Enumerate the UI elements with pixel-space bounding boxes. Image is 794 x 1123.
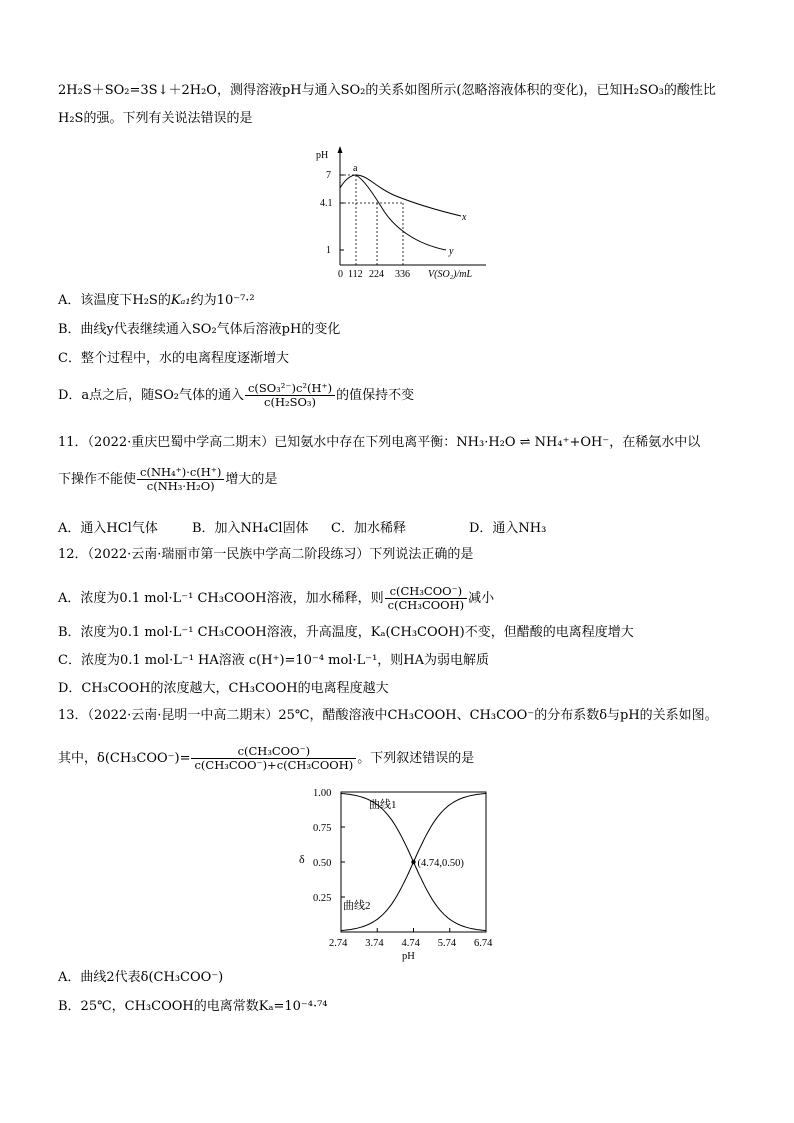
q13-option-a: A．曲线2代表δ(CH₃COO⁻) (58, 970, 224, 985)
q11-option-a: A．通入HCl气体 (58, 521, 158, 536)
curve-y-label: y (449, 246, 454, 257)
q11-option-b: B．加入NH₄Cl固体 (192, 521, 309, 536)
q11-line2: 下操作不能使 $\frac{\text{c(NH₄⁺)·c(H⁺)}}{\text{c(NH₃·H₂O)}}$ 增大的是 (58, 465, 278, 493)
intersection-point (411, 860, 415, 864)
chart1-ytick: 4.1 (320, 198, 333, 209)
q10-equation: 2H₂S＋SO₂=3S↓＋2H₂O， (58, 83, 230, 98)
q13-line2: 其中，δ(CH₃COO⁻)= $\frac{\text{c(CH₃COO⁻)}}{\text{c(CH₃COO⁻)+c(CH₃COOH)}}$ 。下列叙述错误的是 (58, 744, 475, 772)
q12-option-a: A．浓度为0.1 mol·L⁻¹ CH₃COOH溶液，加水稀释，则 $\frac{\text{c(CH₃COO⁻)}}{\text{c(CH₃COOH)}}$ 减小 (58, 584, 495, 612)
q10-option-d: D．a点之后，随SO₂气体的通入 $\frac{\text{c(SO₃²⁻)c²(H⁺)}}{\text{c(H₂SO₃)}}$ 的值保持不变 (58, 381, 415, 409)
q10-option-a: A．该温度下H₂S的Kₐ₁约为10⁻⁷·² (58, 293, 255, 308)
y-tick-label: 0.50 (313, 858, 332, 869)
chart2-ylabel: δ (299, 852, 305, 866)
q12-line1: 12．（2022·云南·瑞丽市第一民族中学高二阶段练习）下列说法正确的是 (58, 547, 474, 562)
curve-y (356, 175, 446, 250)
series-label-curve1: 曲线1 (369, 799, 397, 811)
q13-fraction: $\frac{\text{c(CH₃COO⁻)}}{\text{c(CH₃COO⁻)+c(CH₃COOH)}}$ (191, 745, 356, 772)
q12-option-b: B．浓度为0.1 mol·L⁻¹ CH₃COOH溶液，升高温度，Kₐ(CH₃COOH)不变，但醋酸的电离程度增大 (58, 625, 634, 640)
chart1-ytick: 1 (326, 245, 331, 256)
x-tick-label: 2.74 (329, 938, 348, 949)
annotation-label: (4.74,0.50) (417, 858, 464, 869)
chart1-xtick: 112 (348, 269, 363, 280)
y-tick-label: 0.75 (313, 823, 332, 834)
point-a-label: a (353, 163, 358, 174)
q12-fraction: $\frac{\text{c(CH₃COO⁻)}}{\text{c(CH₃COOH)}}$ (385, 585, 468, 612)
chart1-xtick: 336 (395, 269, 410, 280)
chart2-xlabel: pH (402, 951, 415, 962)
q11-line1: 11．（2022·重庆巴蜀中学高二期末）已知氨水中存在下列电离平衡：NH₃·H₂O ⇌ NH₄⁺+OH⁻，在稀氨水中以 (58, 435, 701, 450)
q10-option-c: C．整个过程中，水的电离程度逐渐增大 (58, 351, 289, 366)
q12-option-d: D．CH₃COOH的浓度越大，CH₃COOH的电离程度越大 (58, 681, 389, 696)
q10-fraction: $\frac{\text{c(SO₃²⁻)c²(H⁺)}}{\text{c(H₂SO₃)}}$ (245, 382, 335, 409)
y-tick-label: 0.25 (313, 893, 332, 904)
q11-fraction: $\frac{\text{c(NH₄⁺)·c(H⁺)}}{\text{c(NH₃·H₂O)}}$ (137, 466, 224, 493)
chart1-ytick: 7 (326, 170, 331, 181)
q10-line1: 2H₂S＋SO₂=3S↓＋2H₂O，测得溶液pH与通入SO₂的关系如图所示(忽略溶液体积的变化)，已知H₂SO₃的酸性比 (58, 83, 716, 98)
q10-line2: H₂S的强。下列有关说法错误的是 (58, 111, 253, 126)
distribution-coefficient-chart (296, 782, 506, 962)
x-tick-label: 3.74 (365, 938, 384, 949)
q11-option-d: D．通入NH₃ (469, 521, 547, 536)
q13-line1: 13．（2022·云南·昆明一中高二期末）25℃，醋酸溶液中CH₃COOH、CH₃COO⁻的分布系数δ与pH的关系如图。 (58, 708, 718, 723)
y-tick-label: 1.00 (313, 788, 332, 799)
ph-so2-chart (306, 140, 496, 280)
x-tick-label: 5.74 (437, 938, 457, 949)
curve-x (340, 175, 461, 216)
chart1-xtick: 224 (369, 269, 384, 280)
chart1-xlabel: V(SO₂)/mL (428, 269, 473, 280)
q13-option-b: B．25℃，CH₃COOH的电离常数Kₐ=10⁻⁴·⁷⁴ (58, 999, 328, 1014)
x-tick-label: 6.74 (474, 938, 493, 949)
q12-option-c: C．浓度为0.1 mol·L⁻¹ HA溶液 c(H⁺)=10⁻⁴ mol·L⁻¹，则HA为弱电解质 (58, 653, 490, 668)
x-tick-label: 4.74 (401, 938, 420, 949)
series-label-curve2: 曲线2 (343, 900, 371, 912)
q11-equilibrium: NH₃·H₂O ⇌ NH₄⁺+OH⁻ (456, 435, 610, 450)
q11-option-c: C．加水稀释 (331, 521, 406, 536)
chart1-ylabel: pH (316, 150, 329, 161)
chart1-xtick: 0 (338, 269, 343, 280)
curve-x-label: x (462, 212, 467, 223)
q10-option-b: B．曲线y代表继续通入SO₂气体后溶液pH的变化 (58, 322, 341, 337)
